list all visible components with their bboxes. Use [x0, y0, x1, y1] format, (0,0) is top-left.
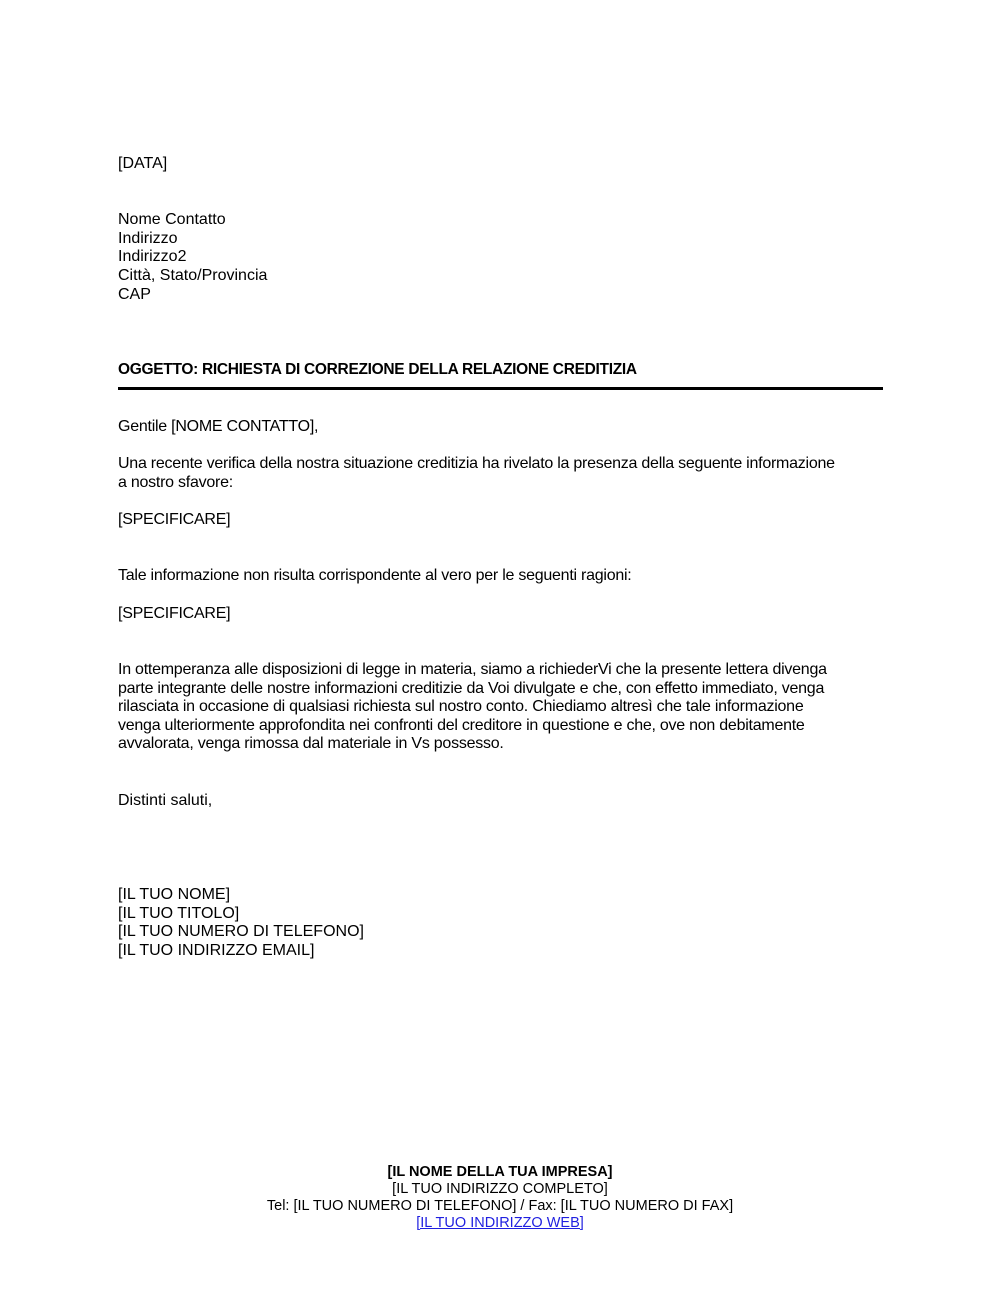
specify-placeholder-2: [SPECIFICARE]	[118, 605, 231, 622]
recipient-address-line1: Indirizzo	[118, 229, 178, 247]
letter-salutation: Gentile [NOME CONTATTO],	[118, 418, 319, 435]
footer-company-name: [IL NOME DELLA TUA IMPRESA]	[387, 1164, 613, 1180]
recipient-city: Città, Stato/Provincia	[118, 267, 268, 285]
signature-phone: [IL TUO NUMERO DI TELEFONO]	[118, 923, 364, 941]
footer-address: [IL TUO INDIRIZZO COMPLETO]	[392, 1181, 608, 1197]
paragraph-reasons: Tale informazione non risulta corrispondente al vero per le seguenti ragioni:	[118, 567, 632, 584]
signature-name: [IL TUO NOME]	[118, 886, 231, 903]
paragraph-line: avvalorata, venga rimossa dal materiale in Vs possesso.	[118, 735, 504, 753]
recipient-address-line2: Indirizzo2	[118, 248, 187, 266]
specify-placeholder-1: [SPECIFICARE]	[118, 511, 231, 528]
paragraph-line: rilasciata in occasione di qualsiasi richiesta sul nostro conto. Chiediamo altresì che tale informazione	[118, 698, 804, 716]
signature-email: [IL TUO INDIRIZZO EMAIL]	[118, 942, 315, 960]
paragraph-line: venga ulteriormente approfondita nei confronti del creditore in questione e che, ove non debitamente	[118, 716, 805, 734]
letter-closing: Distinti saluti,	[118, 792, 213, 809]
signature-block	[118, 886, 364, 961]
footer-contacts: Tel: [IL TUO NUMERO DI TELEFONO] / Fax: [IL TUO NUMERO DI FAX]	[266, 1198, 734, 1214]
paragraph-line: Una recente verifica della nostra situazione creditizia ha rivelato la presenza della seguente informazione	[118, 455, 835, 472]
subject-divider	[118, 387, 883, 390]
paragraph-line: In ottemperanza alle disposizioni di legge in materia, siamo a richiederVi che la presente lettera divenga	[118, 661, 827, 678]
recipient-postal-code: CAP	[118, 285, 151, 303]
letter-subject: OGGETTO: RICHIESTA DI CORREZIONE DELLA RELAZIONE CREDITIZIA	[118, 361, 637, 378]
footer-website-link[interactable]: [IL TUO INDIRIZZO WEB]	[416, 1215, 584, 1231]
paragraph-request	[118, 661, 827, 754]
signature-title: [IL TUO TITOLO]	[118, 904, 240, 922]
letter-date: [DATA]	[118, 155, 168, 172]
recipient-name: Nome Contatto	[118, 211, 226, 228]
paragraph-line: a nostro sfavore:	[118, 473, 233, 491]
recipient-address	[118, 211, 267, 305]
paragraph-intro	[118, 455, 835, 492]
paragraph-line: parte integrante delle nostre informazioni creditizie da Voi divulgate e che, con effetto immediato, venga	[118, 679, 825, 697]
letterhead-footer	[0, 1164, 1000, 1232]
